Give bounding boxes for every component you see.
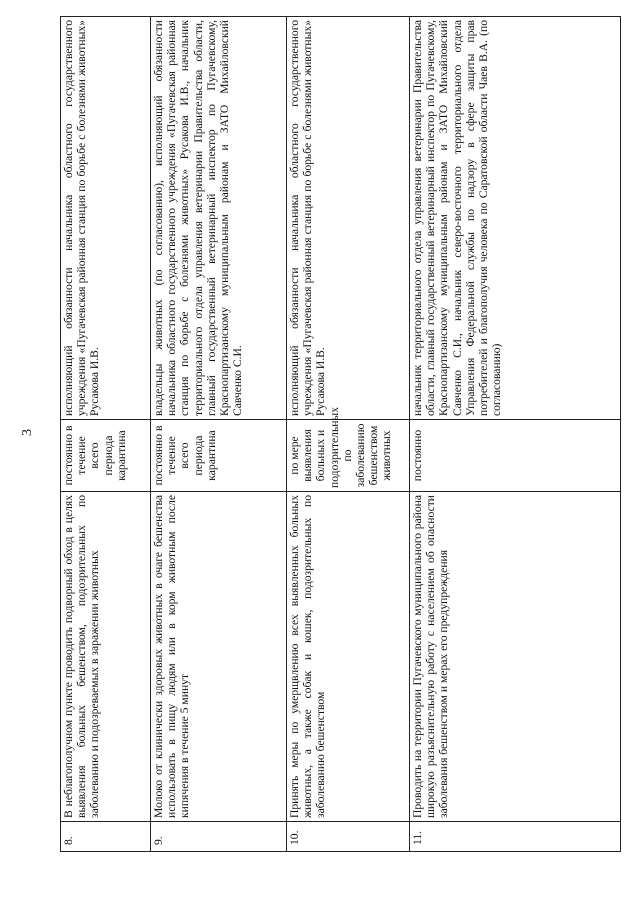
table-row (410, 17, 621, 852)
responsible-cell: начальник территориального отдела управления ветеринарии Правительства области, главный государственный ветеринарный инспектор по Пугачевскому, Краснопартизанскому муниципальным районам и ЗАТО Михайловский Савченко С.И., начальник северо-восточного территориального отдела Управления Федеральной службы по надзору в сфере защиты прав потребителей и благополучия человека по Саратовской области Чаев В.А. (по согласованию) (410, 17, 621, 420)
measures-table (60, 16, 621, 852)
table-row (61, 17, 151, 852)
term-cell: постоянно в течение всего периода карантина (61, 420, 151, 492)
row-number: 11. (410, 822, 621, 852)
term-cell: по мере выявления больных и подозрительных по заболеванию бешенством животных (287, 420, 410, 492)
term-cell: постоянно (410, 420, 621, 492)
term-cell: постоянно в течение всего периода карантина (151, 420, 287, 492)
responsible-cell: исполняющий обязанности начальника областного государственного учреждения «Пугачевская районная станция по борьбе с болезнями животных» Русакова И.В. (61, 17, 151, 420)
action-cell: Молоко от клинически здоровых животных в очаге бешенства использовать в пищу людям или в корм животным после кипячения в течение 5 минут (151, 492, 287, 822)
action-cell: Проводить на территории Пугачевского муниципального района широкую разъяснительную работу с населением об опасности заболевания бешенством и мерах его предупреждения (410, 492, 621, 822)
table-row (151, 17, 287, 852)
row-number: 10. (287, 822, 410, 852)
row-number: 9. (151, 822, 287, 852)
responsible-cell: владельцы животных (по согласованию), исполняющий обязанности начальника областного государственного учреждения «Пугачевская районная станция по борьбе с болезнями животных» Русакова И.В., начальник территориального отдела управления ветеринарии Правительства области, главный государственный ветеринарный инспектор по Пугачевскому, Краснопартизанскому муниципальным районам и ЗАТО Михайловский Савченко С.И. (151, 17, 287, 420)
action-cell: Принять меры по умерщвлению всех выявленных больных животных, а также собак и кошек, подозрительных по заболеванию бешенством (287, 492, 410, 822)
page-number: 3 (20, 429, 35, 436)
action-cell: В неблагополучном пункте проводить подворный обход в целях выявления больных бешенством, подозрительных по заболеванию и подозреваемых в заражении животных (61, 492, 151, 822)
responsible-cell: исполняющий обязанности начальника областного государственного учреждения «Пугачевская районная станция по борьбе с болезнями животных» Русакова И.В. (287, 17, 410, 420)
rotated-content (60, 17, 621, 852)
table-row (287, 17, 410, 852)
row-number: 8. (61, 822, 151, 852)
